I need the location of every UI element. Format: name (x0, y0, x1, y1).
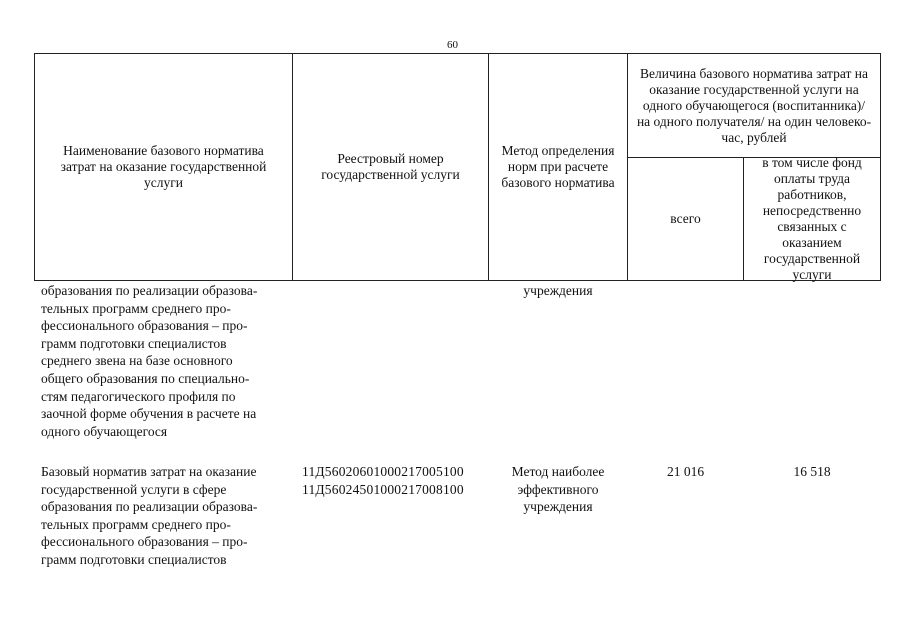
row1-name-line: одного обучающегося (41, 423, 168, 439)
header-method-label: Метод определения норм при расчете базового норматива (501, 143, 615, 190)
header-total-label: всего (670, 211, 701, 226)
header-value-group-label: Величина базового норматива затрат на оказание государственной услуги на одного обучающегося (воспитанника)/ на одного получателя/ на один человеко-час, рублей (636, 65, 872, 145)
row2-name-line: фессионального образования – про- (41, 534, 248, 550)
header-fund-label: в том числе фонд оплаты труда работников, непосредственно связанных с оказанием государственной услуги (762, 155, 862, 282)
header-name-label: Наименование базового норматива затрат на оказание государственной услуги (60, 143, 267, 190)
header-total (627, 157, 744, 281)
row2-name-line: тельных программ среднего про- (41, 516, 231, 532)
header-registry (292, 53, 489, 281)
header-registry-label: Реестровый номер государственной услуги (321, 151, 460, 182)
row2-name-line: образования по реализации образова- (41, 499, 258, 515)
row1-name-line: стям педагогического профиля по (41, 388, 236, 404)
row1-name-line: грамм подготовки специалистов (41, 335, 227, 351)
registry-number: 11Д56020601000217005100 (302, 464, 464, 479)
row2-method: Метод наиболее эффективного учреждения (511, 464, 605, 515)
header-value-group (627, 53, 881, 158)
row1-name-line: заочной форме обучения в расчете на (41, 406, 257, 422)
row2-name-line: Базовый норматив затрат на оказание (41, 464, 257, 479)
page-number: 60 (447, 39, 458, 51)
row2-registry (302, 463, 488, 498)
row2-name (41, 463, 290, 569)
row2-name-line: государственной услуги в сфере (41, 481, 227, 497)
registry-number: 11Д56024501000217008100 (302, 481, 464, 497)
row1-name (41, 282, 290, 440)
row1-name-line: среднего звена на базе основного (41, 353, 233, 369)
row1-method: учреждения (523, 283, 593, 298)
header-name (34, 53, 293, 281)
row1-name-line: общего образования по специально- (41, 370, 250, 386)
row2-total: 21 016 (666, 464, 705, 479)
header-method (488, 53, 628, 281)
header-fund (743, 157, 881, 281)
row1-name-line: образования по реализации образова- (41, 283, 258, 298)
row2-fund: 16 518 (793, 464, 831, 479)
row2-name-line: грамм подготовки специалистов (41, 551, 227, 567)
row1-name-line: фессионального образования – про- (41, 318, 248, 334)
row1-name-line: тельных программ среднего про- (41, 300, 231, 316)
